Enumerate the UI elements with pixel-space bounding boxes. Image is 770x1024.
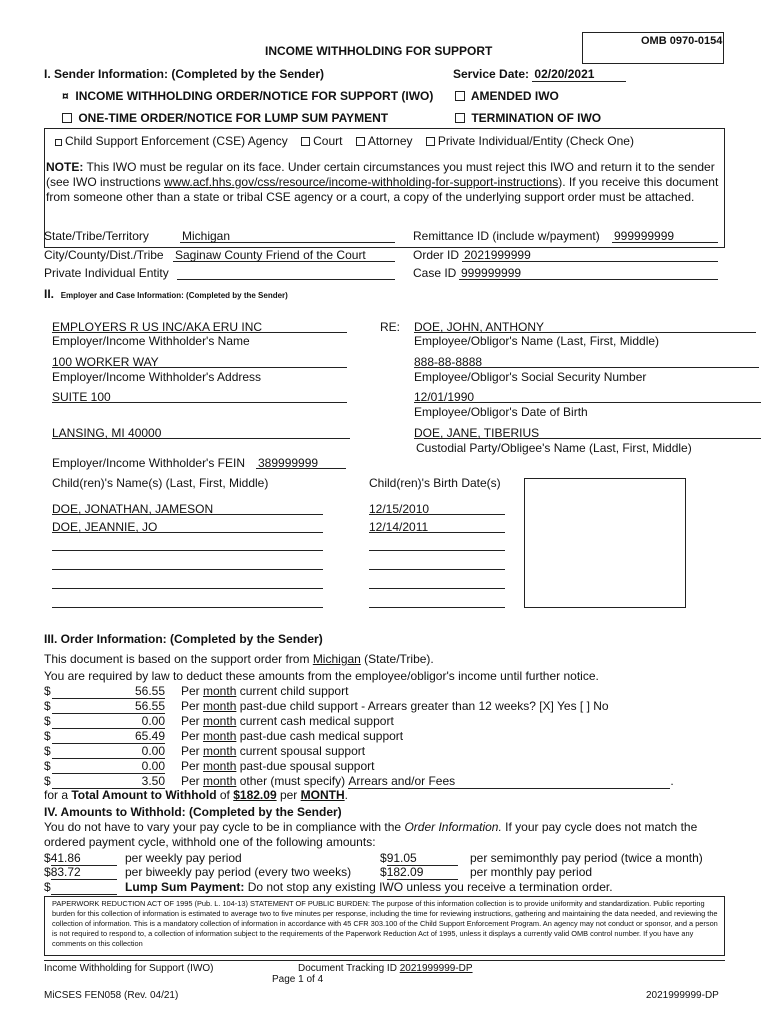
- amended-iwo-option[interactable]: [455, 89, 559, 103]
- dollar-sign: $: [44, 699, 51, 713]
- employee-name-label: Employee/Obligor's Name (Last, First, Middle): [414, 334, 660, 348]
- case-id-label: Case ID: [413, 266, 457, 280]
- biweekly-amount: $83.72: [44, 865, 117, 880]
- instructions-link[interactable]: www.acf.hhs.gov/css/resource/income-withholding-for-support-instructions: [164, 175, 559, 189]
- city-value: Saginaw County Friend of the Court: [175, 248, 366, 262]
- amended-checkbox[interactable]: [455, 91, 465, 101]
- child-name: DOE, JEANNIE, JO: [52, 520, 158, 534]
- amount-value: 0.00: [52, 744, 165, 759]
- order-id-value: 2021999999: [464, 248, 531, 262]
- footer-form-id: MiCSES FEN058 (Rev. 04/21): [44, 990, 179, 1001]
- other-specify-value: Arrears and/or Fees: [348, 774, 670, 789]
- remittance-value: 999999999: [614, 229, 675, 243]
- weekly-amount: $41.86: [44, 851, 117, 866]
- dollar-sign: $: [44, 714, 51, 728]
- employer-address-2: SUITE 100: [52, 390, 111, 404]
- child-dob: 12/14/2011: [369, 520, 429, 534]
- section-2-heading: II. Employer and Case Information: (Completed by the Sender): [44, 287, 288, 301]
- employee-dob: 12/01/1990: [414, 390, 475, 404]
- footer-doc-id: 2021999999-DP: [646, 990, 719, 1001]
- dollar-sign: $: [44, 684, 51, 698]
- section-1-heading: I. Sender Information: (Completed by the Sender): [44, 67, 325, 81]
- private-checkbox[interactable]: [426, 137, 435, 146]
- section-3-heading: III. Order Information: (Completed by the Sender): [44, 632, 323, 646]
- dollar-sign: $: [44, 729, 51, 743]
- paperwork-reduction-text: PAPERWORK REDUCTION ACT OF 1995 (Pub. L. 104-13) STATEMENT OF PUBLIC BURDEN: The purpose of this information collection is to provide uniformity and standardization. Public reporting burden for this collection of information is estimated to average two to five minutes per response, including the time for reviewing instructions, gathering and maintaining the data needed, and reviewing the collection of information. This is a mandatory collection of information in accordance with 45 CFR 303.100 of the Child Support Enforcement Program. An agency may not conduct or sponsor, and a person is not required to respond to, a collection of information subject to the requirements of the Paperwork Reduction Act of 1995, unless it displays a currently valid OMB control number. If you have any comments on this collection: [52, 899, 718, 948]
- onetime-label: ONE-TIME ORDER/NOTICE FOR LUMP SUM PAYMENT: [78, 111, 389, 125]
- lump-sum-amount: $: [44, 880, 117, 895]
- attorney-checkbox[interactable]: [356, 137, 365, 146]
- dollar-sign: $: [44, 774, 51, 788]
- private-label: Private Individual/Entity (Check One): [437, 134, 634, 148]
- amount-value: 56.55: [52, 699, 165, 714]
- child-name: DOE, JONATHAN, JAMESON: [52, 502, 214, 516]
- omb-number: OMB 0970-0154: [582, 32, 724, 64]
- fein-value: 389999999: [258, 456, 319, 470]
- employer-address-3: LANSING, MI 40000: [52, 426, 162, 440]
- amount-value: 0.00: [52, 714, 165, 729]
- weekly-label: per weekly pay period: [125, 851, 242, 865]
- employer-address-1: 100 WORKER WAY: [52, 355, 159, 369]
- children-label: Child(ren)'s Name(s) (Last, First, Middle): [52, 476, 269, 490]
- amount-value: 3.50: [52, 774, 165, 789]
- support-order-source: This document is based on the support order from Michigan (State/Tribe).: [44, 652, 434, 666]
- employee-dob-label: Employee/Obligor's Date of Birth: [414, 405, 588, 419]
- custodial-name: DOE, JANE, TIBERIUS: [414, 426, 540, 440]
- employee-ssn-label: Employee/Obligor's Social Security Number: [414, 370, 647, 384]
- cse-label: Child Support Enforcement (CSE) Agency: [65, 134, 288, 148]
- biweekly-label: per biweekly pay period (every two weeks): [125, 865, 352, 879]
- amount-value: 0.00: [52, 759, 165, 774]
- footer-page: Page 1 of 4: [272, 974, 324, 985]
- amount-description: Per month current cash medical support: [181, 714, 394, 728]
- lump-sum-row: Lump Sum Payment: Do not stop any existing IWO unless you receive a termination order.: [125, 880, 613, 894]
- amount-description: Per month past-due cash medical support: [181, 729, 404, 743]
- attorney-label: Attorney: [367, 134, 413, 148]
- service-date-label: Service Date:: [453, 67, 530, 81]
- amended-label: AMENDED IWO: [470, 89, 559, 103]
- termination-label: TERMINATION OF IWO: [471, 111, 602, 125]
- monthly-amount: $182.09: [380, 865, 458, 880]
- state-label: State/Tribe/Territory: [44, 229, 149, 243]
- footer-form-name: Income Withholding for Support (IWO): [44, 963, 214, 974]
- court-label: Court: [313, 134, 343, 148]
- semimonthly-amount: $91.05: [380, 851, 458, 866]
- onetime-checkbox[interactable]: [62, 113, 72, 123]
- amount-description: Per month past-due child support - Arrears greater than 12 weeks? [X] Yes [ ] No: [181, 699, 609, 713]
- case-id-value: 999999999: [461, 266, 522, 280]
- court-checkbox[interactable]: [301, 137, 310, 146]
- amount-description: Per month current spousal support: [181, 744, 366, 758]
- service-date: [453, 67, 626, 82]
- child-dob: 12/15/2010: [369, 502, 430, 516]
- termination-option[interactable]: [455, 111, 601, 125]
- termination-checkbox[interactable]: [455, 113, 465, 123]
- iwo-option[interactable]: [62, 89, 433, 103]
- total-withhold: for a Total Amount to Withhold of $182.09 per MONTH.: [44, 788, 348, 802]
- monthly-label: per monthly pay period: [470, 865, 593, 879]
- onetime-option[interactable]: [62, 111, 388, 125]
- amount-value: 56.55: [52, 684, 165, 699]
- employee-name: DOE, JOHN, ANTHONY: [414, 320, 545, 334]
- re-label: RE:: [380, 320, 401, 334]
- iwo-label: INCOME WITHHOLDING ORDER/NOTICE FOR SUPPORT (IWO): [75, 89, 434, 103]
- child-info-box: [524, 478, 686, 608]
- semimonthly-label: per semimonthly pay period (twice a month): [470, 851, 703, 865]
- fein-label: Employer/Income Withholder's FEIN: [52, 456, 246, 470]
- order-id-label: Order ID: [413, 248, 460, 262]
- section-4-heading: IV. Amounts to Withhold: (Completed by the Sender): [44, 805, 342, 819]
- pay-cycle-instructions: You do not have to vary your pay cycle to be in compliance with the Order Information. If your pay cycle does not match the ordered payment cycle, withhold one of the following amounts:: [44, 820, 698, 849]
- remittance-label: Remittance ID (include w/payment): [413, 229, 600, 243]
- state-value: Michigan: [182, 229, 231, 243]
- employer-name: EMPLOYERS R US INC/AKA ERU INC: [52, 320, 263, 334]
- city-label: City/County/Dist./Tribe: [44, 248, 164, 262]
- employer-name-label: Employer/Income Withholder's Name: [52, 334, 250, 348]
- dollar-sign: $: [44, 759, 51, 773]
- amount-description: Per month current child support: [181, 684, 349, 698]
- dollar-sign: $: [44, 744, 51, 758]
- form-title: INCOME WITHHOLDING FOR SUPPORT: [265, 44, 493, 58]
- custodial-label: Custodial Party/Obligee's Name (Last, First, Middle): [416, 441, 692, 455]
- cse-checkbox[interactable]: [55, 139, 62, 146]
- sender-type-row: [55, 134, 634, 148]
- required-notice: You are required by law to deduct these amounts from the employee/obligor's income until further notice.: [44, 669, 599, 683]
- service-date-value: 02/20/2021: [532, 67, 626, 82]
- amount-value: 65.49: [52, 729, 165, 744]
- amount-description: Per month past-due spousal support: [181, 759, 375, 773]
- employer-address-label: Employer/Income Withholder's Address: [52, 370, 262, 384]
- birth-dates-label: Child(ren)'s Birth Date(s): [369, 476, 501, 490]
- iwo-note: NOTE: This IWO must be regular on its face. Under certain circumstances you must reject this IWO and return it to the sender (see IWO instructions www.acf.hhs.gov/css/resource/income-withholding-for-support-instructions). If you receive this document from someone other than a state or tribal CSE agency or a court, a copy of the underlying support order must be attached.: [46, 160, 719, 204]
- selected-bullet-icon: ¤: [62, 89, 69, 103]
- private-entity-label: Private Individual Entity: [44, 266, 169, 280]
- employee-ssn: 888-88-8888: [414, 355, 483, 369]
- amount-description: Per month other (must specify) Arrears and/or Fees .: [181, 774, 674, 788]
- footer-tracking: Document Tracking ID 2021999999-DP: [298, 963, 473, 974]
